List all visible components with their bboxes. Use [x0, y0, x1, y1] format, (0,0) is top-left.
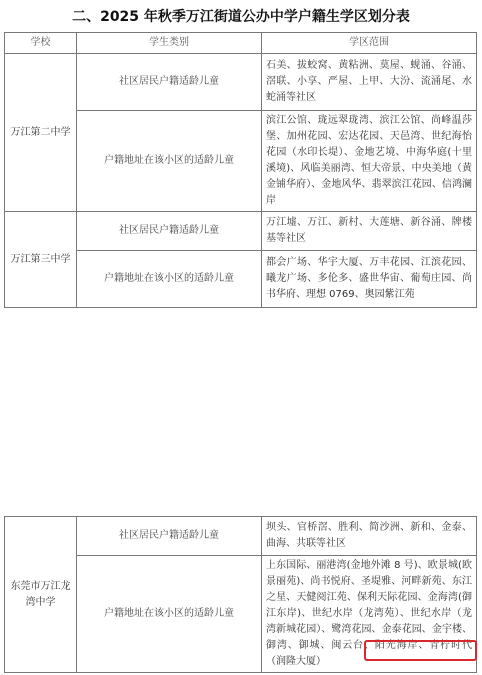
- page-title: 二、2025 年秋季万江街道公办中学户籍生学区划分表: [72, 9, 410, 25]
- table-row: [5, 517, 477, 556]
- range-cell: 滨江公馆、珑远翠珑湾、滨江公馆、尚峰温莎堡、加州花园、宏达花园、天邑湾、世纪海怡花园（水印长堤）、金地艺境、中海华庭(十里溪境)、风临美丽湾、恒大帝景、中央美地（黄金铺华府）、金地风华、翡翠滨江花园、信鸿澜岸: [262, 111, 477, 212]
- table-header-row: [5, 33, 477, 54]
- range-cell: 万江墟、万江、新村、大莲塘、新谷涌、牌楼基等社区: [262, 212, 477, 251]
- header-type: 学生类别: [77, 33, 262, 54]
- range-cell: 都会广场、华宇大厦、万丰花园、江滨花园、曦龙广场、多伦多、盛世华宙、葡萄庄园、尚书华府、理想 0769、奥园紫江苑: [262, 251, 477, 308]
- type-cell: 户籍地址在该小区的适龄儿童: [77, 251, 262, 308]
- school-cell: 万江第三中学: [5, 212, 77, 308]
- header-school: 学校: [5, 33, 77, 54]
- school-cell: 万江第二中学: [5, 54, 77, 212]
- table-row: [5, 54, 477, 111]
- range-cell: 上东国际、丽港湾(金地外滩 8 号)、欧景城(欧景丽苑)、尚书悦府、圣堤雅、河畔新苑、东江之星、天健阅江苑、保利天际花园、金海湾(御江东岸)、世纪水岸（龙湾苑）、世纪水岸（龙湾新城花园）、鹭湾花园、金泰花园、金宇楼、御湾、御城、闽云台、阳光海岸、青柠时代（润隆大厦）: [262, 556, 477, 673]
- school-cell: 东莞市万江龙湾中学: [5, 517, 77, 673]
- district-table-bottom: [4, 516, 477, 673]
- type-cell: 户籍地址在该小区的适龄儿童: [77, 556, 262, 673]
- type-cell: 社区居民户籍适龄儿童: [77, 517, 262, 556]
- type-cell: 社区居民户籍适龄儿童: [77, 212, 262, 251]
- header-range: 学区范围: [262, 33, 477, 54]
- table-row: [5, 212, 477, 251]
- range-cell: 石美、拔蛟窝、黄粘洲、莫屋、蚬涌、谷涌、滘联、小享、严屋、上甲、大汾、流涌尾、水蛇涌等社区: [262, 54, 477, 111]
- district-table-top: [4, 32, 477, 308]
- type-cell: 社区居民户籍适龄儿童: [77, 54, 262, 111]
- range-cell: 坝头、官桥滘、胜利、简沙洲、新和、金泰、曲海、共联等社区: [262, 517, 477, 556]
- type-cell: 户籍地址在该小区的适龄儿童: [77, 111, 262, 212]
